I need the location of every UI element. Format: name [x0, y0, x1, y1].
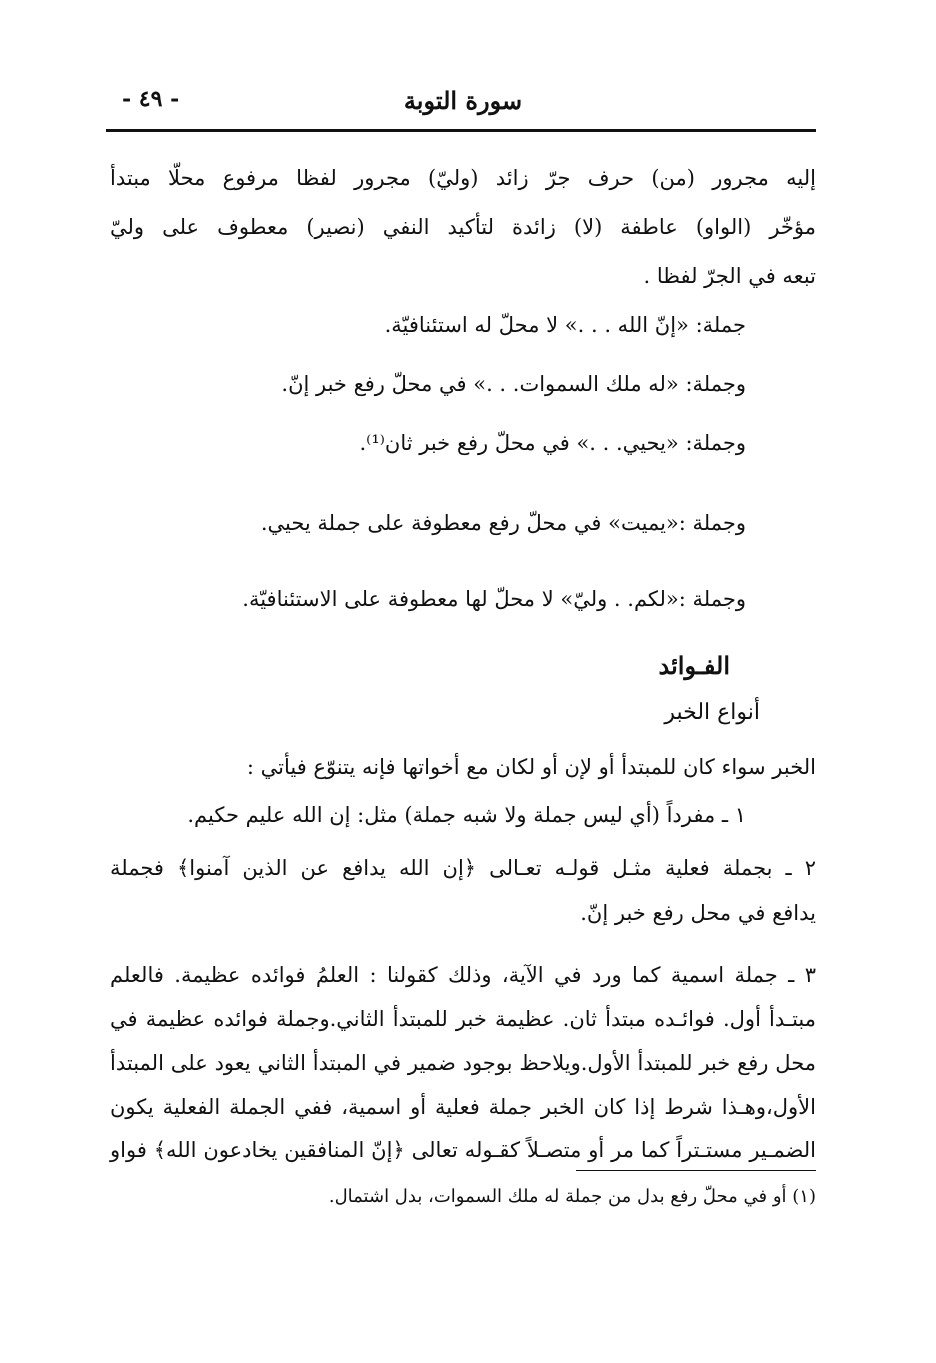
list-item-3-line: مبتـدأ أول. فوائـده مبتدأ ثان. عظيمة خبر للمبتدأ الثاني.وجملة فوائده عظيمة في	[110, 1007, 816, 1031]
list-item-3-line: الضمـير مستـتراً كما مر أو متصـلاً كقـوله تعالى ﴿إنّ المنافقين يخادعون الله﴾ فواو	[110, 1138, 816, 1162]
list-item-3-line: ٣ ـ جملة اسمية كما ورد في الآية، وذلك كقولنا : العلمُ فوائده عظيمة. فالعلم	[110, 963, 816, 987]
header-rule	[106, 129, 816, 132]
fawaid-heading: الفـوائد	[658, 651, 730, 680]
footnote: (١) أو في محلّ رفع بدل من جملة له ملك السموات، بدل اشتمال.	[328, 1186, 816, 1207]
page-number: - ٤٩ -	[122, 86, 180, 112]
list-item-3-line: محل رفع خبر للمبتدأ الأول.ويلاحظ بوجود ضمير في المبتدأ الثاني يعود على المبتدأ	[110, 1051, 816, 1075]
footnote-rule	[576, 1170, 816, 1171]
body-line: تبعه في الجرّ لفظا .	[643, 264, 816, 288]
sentence-line: وجملة: «له ملك السموات. . .» في محلّ رفع خبر إنّ.	[281, 372, 746, 396]
sentence-line: جملة: «إنّ الله . . .» لا محلّ له استئنافيّة.	[384, 313, 746, 337]
body-line: مؤخّر (الواو) عاطفة (لا) زائدة لتأكيد النفي (نصير) معطوف على وليّ	[110, 215, 816, 239]
running-header	[110, 86, 816, 126]
sub-heading: أنواع الخبر	[664, 700, 760, 725]
list-item-3-line: الأول،وهـذا شرط إذا كان الخبر جملة فعلية أو اسمية، ففي الجملة الفعلية يكون	[110, 1095, 816, 1119]
list-item-1: ١ ـ مفرداً (أي ليس جملة ولا شبه جملة) مثل: إن الله عليم حكيم.	[187, 803, 746, 827]
body-line: إليه مجرور (من) حرف جرّ زائد (وليّ) مجرور لفظا مرفوع محلّا مبتدأ	[110, 166, 816, 190]
list-item-2-line: ٢ ـ بجملة فعلية مثـل قولـه تعـالى ﴿إن الله يدافع عن الذين آمنوا﴾ فجملة	[110, 856, 816, 880]
list-item-2-line: يدافع في محل رفع خبر إنّ.	[580, 901, 816, 925]
sentence-line: وجملة :«يميت» في محلّ رفع معطوفة على جملة يحيي.	[260, 511, 746, 535]
surah-title: سورة التوبة	[403, 86, 523, 115]
intro-line: الخبر سواء كان للمبتدأ أو لإن أو لكان مع أخواتها فإنه يتنوّع فيأتي :	[246, 755, 816, 779]
sentence-line: وجملة: «يحيي. . .» في محلّ رفع خبر ثان⁽¹⁾.	[359, 431, 746, 455]
sentence-line: وجملة :«لكم. . وليّ» لا محلّ لها معطوفة على الاستئنافيّة.	[242, 587, 746, 611]
